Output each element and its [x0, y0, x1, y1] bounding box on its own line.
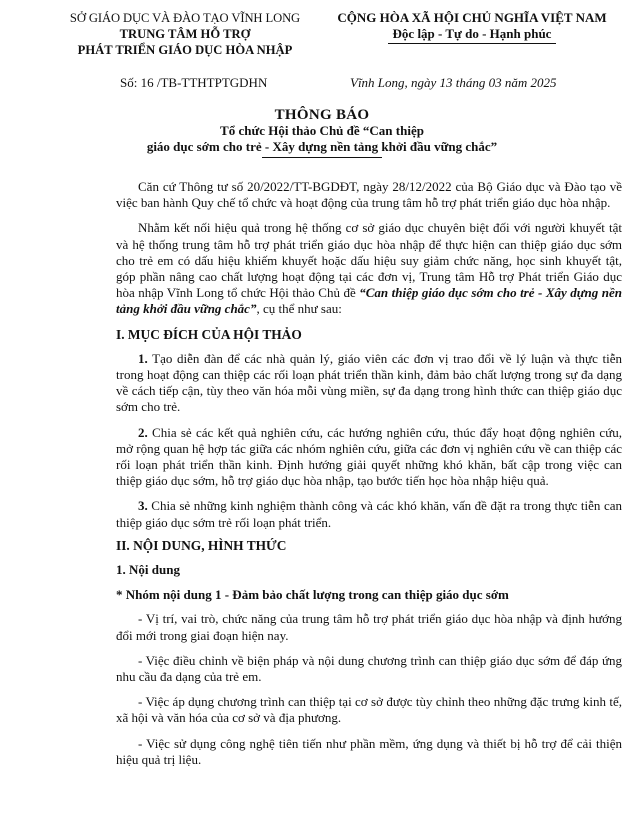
title-divider	[262, 157, 382, 158]
item-number: 1.	[138, 350, 148, 366]
group-1-item-4: - Việc sử dụng công nghệ tiên tiến như phần mềm, ứng dụng và thiết bị hỗ trợ để cải thiện hiệu quả trị liệu.	[116, 735, 622, 767]
conference-theme: “Can thiệp giáo dục sớm cho trẻ - Xây dựng nền tảng khởi đầu vững chắc”	[116, 285, 622, 317]
group-1-item-3: - Việc áp dụng chương trình can thiệp tại cơ sở được tùy chỉnh theo những đặc trưng kinh tế, xã hội và văn hóa của cơ sở và địa phương.	[116, 694, 622, 726]
issuer-department: SỞ GIÁO DỤC VÀ ĐÀO TẠO VĨNH LONG	[69, 11, 301, 25]
motto-underline	[388, 43, 556, 44]
content-group-1-heading: * Nhóm nội dung 1 - Đảm bảo chất lượng trong can thiệp giáo dục sớm	[116, 587, 509, 603]
group-1-item-2: - Việc điều chỉnh về biện pháp và nội dung chương trình can thiệp giáo dục sớm để đáp ứng nhu cầu đa dạng của trẻ em.	[116, 652, 622, 685]
national-header	[322, 10, 622, 44]
section-2-subheading-content: 1. Nội dung	[116, 562, 180, 578]
national-motto: Độc lập - Tự do - Hạnh phúc	[392, 26, 552, 41]
legal-basis-paragraph: Căn cứ Thông tư số 20/2022/TT-BGDĐT, ngày 28/12/2022 của Bộ Giáo dục và Đào tạo về việc ban hành Quy chế tổ chức và hoạt động của trung tâm hỗ trợ phát triển giáo dục hòa nhập.	[116, 179, 622, 211]
intro-text-end: , cụ thể như sau:	[256, 301, 342, 317]
item-number: 2.	[138, 424, 148, 440]
group-1-item-1: - Vị trí, vai trò, chức năng của trung tâm hỗ trợ phát triển giáo dục hòa nhập và định hướng đổi mới trong giai đoạn hiện nay.	[116, 611, 622, 643]
document-subject-line2: giáo dục sớm cho trẻ - Xây dựng nền tảng khởi đầu vững chắc”	[146, 139, 498, 154]
section-2-heading: II. NỘI DUNG, HÌNH THỨC	[116, 537, 287, 553]
document-subject-line1: Tổ chức Hội thảo Chủ đề “Can thiệp	[220, 123, 424, 138]
item-number: 3.	[138, 498, 148, 514]
place-and-date: Vĩnh Long, ngày 13 tháng 03 năm 2025	[350, 75, 557, 90]
item-text: Chia sẻ những kinh nghiệm thành công và các khó khăn, vấn đề đặt ra trong thực tiễn can thiệp giáo dục sớm trẻ rối loạn phát triển.	[116, 498, 622, 530]
document-body	[116, 179, 622, 777]
section-1-heading: I. MỤC ĐÍCH CỦA HỘI THẢO	[116, 326, 302, 342]
purpose-intro-paragraph	[116, 220, 622, 317]
issuer-header	[54, 10, 316, 58]
document-number: Số: 16 /TB-TTHTPTGDHN	[120, 75, 268, 90]
item-text: Chia sẻ các kết quả nghiên cứu, các hướng nghiên cứu, thúc đẩy hoạt động nghiên cứu, mở rộng quan hệ hợp tác giữa các nhóm nghiên cứu, giữa các đơn vị nghiên cứu về can thiệp các rối loạn phát triển thần kinh. Định hướng giải quyết những khó khăn, bất cập trong việc can thiệp giáo dục sớm, hỗ trợ giáo dục hòa nhập, tạo bước tiến học hòa nhập hiệu quả.	[116, 424, 622, 489]
national-name: CỘNG HÒA XÃ HỘI CHỦ NGHĨA VIỆT NAM	[337, 10, 607, 25]
section-1-item-1	[116, 351, 622, 416]
issuer-center-line1: TRUNG TÂM HỖ TRỢ	[119, 27, 251, 41]
intro-text: Nhằm kết nối hiệu quả trong hệ thống cơ sở giáo dục chuyên biệt đối với người khuyết tật và hệ thống trung tâm hỗ trợ phát triển giáo dục hòa nhập để thực hiện can thiệp giáo dục sớm cho trẻ em có dấu hiệu khiếm khuyết hoặc dấu hiệu suy giảm chức năng, học sinh khuyết tật, góp phần nâng cao chất lượng hoạt động tại các đơn vị, Trung tâm Hỗ trợ Phát triển Giáo dục hòa nhập Vĩnh Long tổ chức Hội thảo Chủ đề	[116, 220, 622, 301]
item-text: Tạo diễn đàn để các nhà quản lý, giáo viên các đơn vị trao đổi về lý luận và thực tiễn trong hoạt động can thiệp các rối loạn phát triển thần kinh, đảm bảo chất lượng trong sự đa dạng về cách tiếp cận, tùy theo văn hóa mỗi vùng miền, sự đa dạng trong hình thức can thiệp giáo dục sớm cho trẻ.	[116, 350, 622, 415]
section-1-item-2	[116, 425, 622, 490]
issuer-center-line2: PHÁT TRIỂN GIÁO DỤC HÒA NHẬP	[77, 43, 293, 57]
section-1-item-3	[116, 498, 622, 530]
document-type-title: THÔNG BÁO	[274, 107, 370, 123]
